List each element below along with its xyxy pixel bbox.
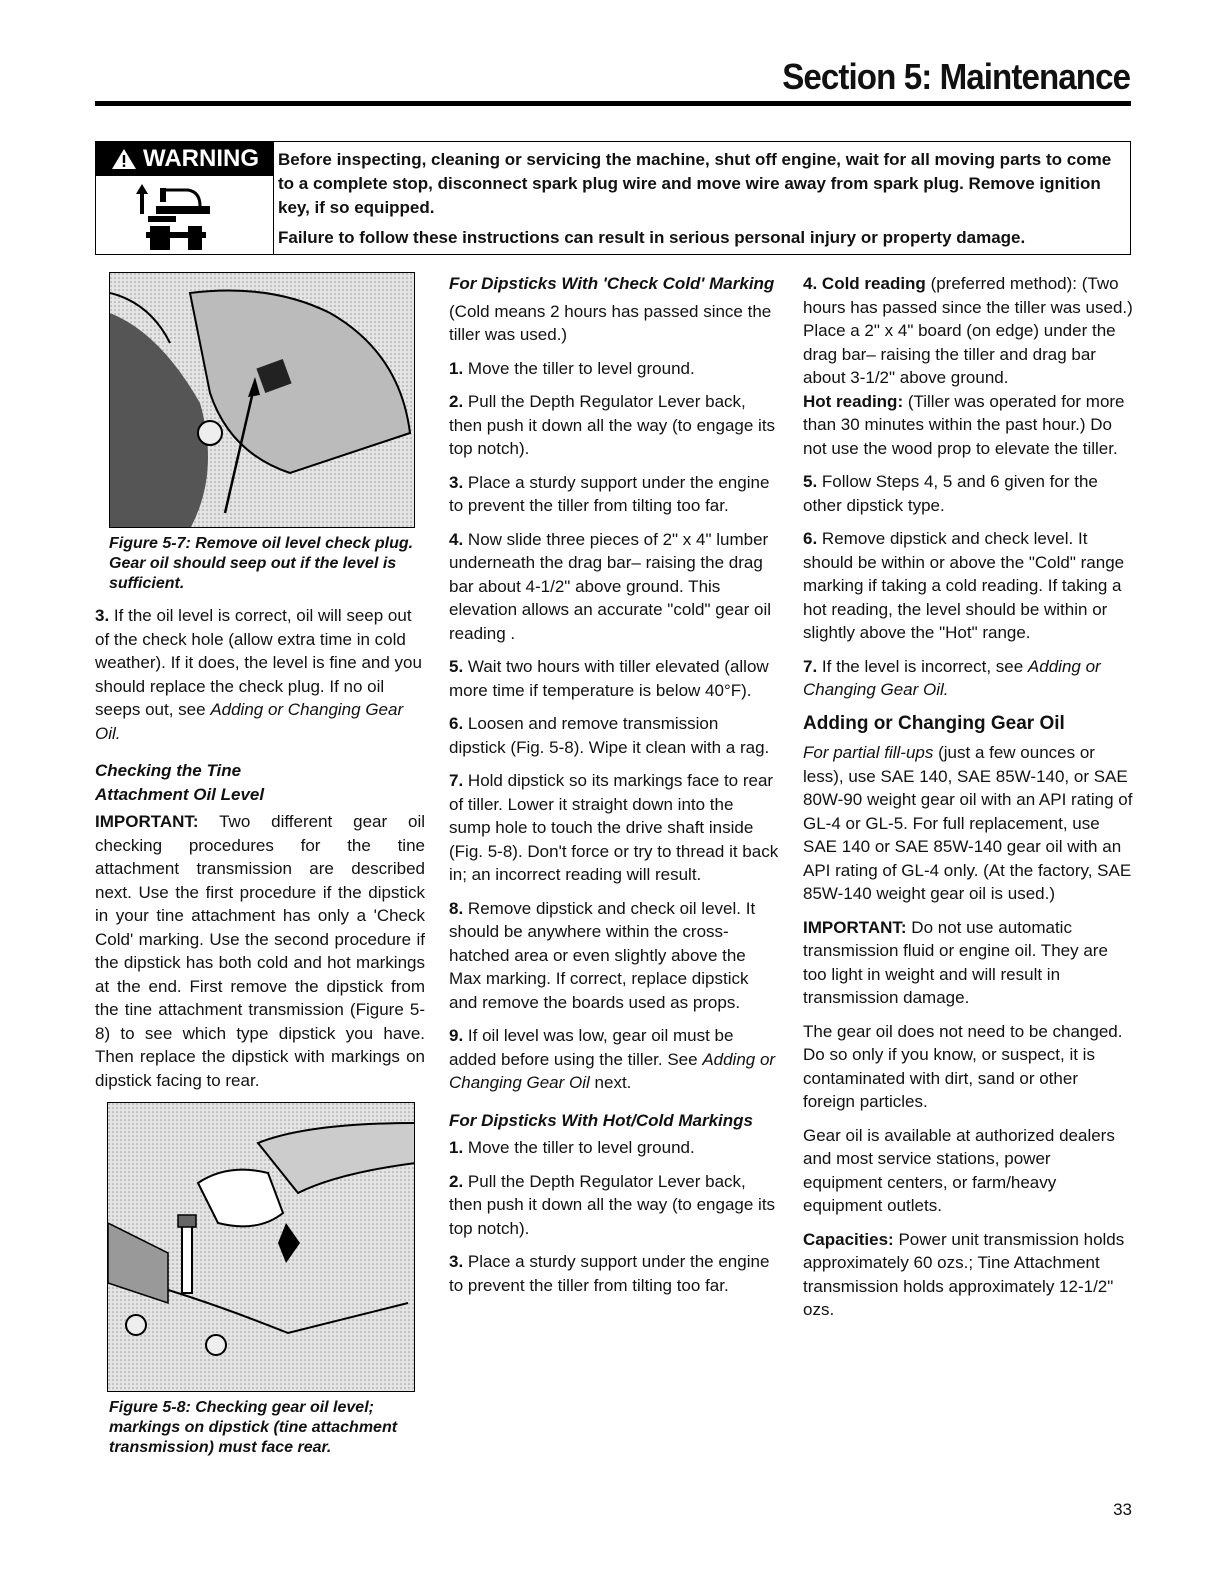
disconnect-spark-plug-icon (96, 176, 272, 252)
figure-5-7-caption: Figure 5-7: Remove oil level check plug. Gear oil should seep out if the level is sufficient. (109, 535, 414, 592)
warning-badge (96, 142, 274, 176)
cold-step-9-ref: Adding or Changing Gear Oil (449, 1049, 776, 1092)
hot-reading-text: (Tiller was operated for more than 30 minutes within the past hour.) Do not use the wood prop to elevate the tiller. (803, 391, 1125, 458)
cold-step-7 (449, 769, 779, 887)
oil-availability-paragraph: Gear oil is available at authorized dealers and most service stations, power equipment centers, or farm/heavy equipment outlets. (803, 1125, 1115, 1215)
col1-important (95, 810, 425, 1092)
col3-step-6-num: 6. (803, 529, 818, 548)
cold-step-8 (449, 897, 779, 1015)
col3-step-6 (803, 527, 1133, 645)
cold-step-2 (449, 390, 779, 461)
cold-marking-heading: For Dipsticks With 'Check Cold' Marking (449, 274, 775, 293)
col3-step-7-text: If the level is incorrect, see (821, 656, 1024, 676)
col3-important-text: Do not use automatic transmission fluid or engine oil. They are too light in weight and will result in transmission damage. (803, 917, 1108, 1007)
hot-cold-heading: For Dipsticks With Hot/Cold Markings (449, 1110, 753, 1130)
cold-step-1-text: Move the tiller to level ground. (467, 358, 695, 378)
cold-step-9-tail: next. (594, 1073, 632, 1092)
hot-step-1-text: Move the tiller to level ground. (467, 1138, 695, 1157)
cold-step-4-text: Now slide three pieces of 2" x 4" lumber underneath the drag bar– raising the drag bar about 4-1/2" above ground. This elevation allows an accurate "cold" gear oil reading . (449, 529, 772, 643)
hot-step-1 (449, 1136, 779, 1160)
header-rule (95, 101, 1131, 106)
dipstick-check-illustration (108, 1103, 415, 1392)
cold-step-4-num: 4. (449, 529, 464, 549)
cold-intro: (Cold means 2 hours has passed since the tiller was used.) (449, 301, 772, 344)
column-2 (449, 272, 779, 1307)
partial-fill-label: For partial fill-ups (803, 743, 934, 762)
col3-step-4-num: 4. (803, 274, 818, 293)
hot-step-2 (449, 1170, 779, 1241)
cold-step-7-num: 7. (449, 771, 464, 790)
col3-step-7-num: 7. (803, 656, 818, 676)
tine-oil-heading (95, 759, 425, 806)
oil-check-plug-illustration (110, 273, 415, 528)
cold-step-9-text: If oil level was low, gear oil must be added before using the tiller. See (449, 1026, 734, 1069)
col3-important-label: IMPORTANT: (803, 917, 907, 937)
col1-important-label: IMPORTANT: (95, 812, 199, 831)
adding-gear-oil-heading: Adding or Changing Gear Oil (803, 712, 1065, 734)
col1-step-3-num: 3. (95, 606, 110, 625)
col3-step-7 (803, 655, 1133, 702)
cold-step-5-text: Wait two hours with tiller elevated (allow more time if temperature is below 40°F). (449, 657, 769, 700)
col1-step-3 (95, 604, 425, 745)
cold-step-3 (449, 471, 779, 518)
hot-step-3-text: Place a sturdy support under the engine to prevent the tiller from tilting too far. (449, 1252, 770, 1295)
warning-text (278, 148, 1120, 250)
tine-oil-heading-line-1: Checking the Tine (95, 761, 242, 780)
figure-5-8-image (107, 1102, 415, 1392)
tine-oil-heading-line-2: Attachment Oil Level (95, 784, 265, 804)
cold-step-7-text: Hold dipstick so its markings face to rear of tiller. Lower it straight down into the sump hole to touch the drive shaft inside (Fig. 5-8). Don't force or try to thread it back in; an incorrect reading will result. (449, 771, 779, 884)
cold-step-9 (449, 1024, 779, 1095)
warning-text-2: Failure to follow these instructions can result in serious personal injury or property damage. (278, 228, 1026, 247)
cold-reading-label: Cold reading (821, 274, 926, 293)
partial-fill-text: (just a few ounces or less), use SAE 140, SAE 85W-140, or SAE 80W-90 weight gear oil with an API rating of GL-4 or GL-5. For full replacement, use SAE 140 or SAE 85W-140 gear oil with an API rating of GL-4 only. (At the factory, SAE 85W-140 weight gear oil is used.) (803, 743, 1133, 903)
col3-step-4 (803, 272, 1133, 460)
cold-step-9-num: 9. (449, 1026, 464, 1045)
partial-fill-paragraph (803, 741, 1133, 906)
cold-step-1-num: 1. (449, 358, 464, 378)
cold-step-8-num: 8. (449, 898, 464, 918)
col3-step-5-text: Follow Steps 4, 5 and 6 given for the other dipstick type. (803, 472, 1098, 515)
hot-step-2-num: 2. (449, 1171, 464, 1191)
cold-step-1 (449, 357, 779, 381)
figure-5-7-image (109, 272, 415, 528)
warning-triangle-icon (111, 148, 137, 170)
hot-step-3 (449, 1250, 779, 1297)
capacities-label: Capacities: (803, 1229, 894, 1249)
hot-step-3-num: 3. (449, 1252, 464, 1271)
col3-step-6-text: Remove dipstick and check level. It should be within or above the "Cold" range marking if taking a cold reading. If taking a hot reading, the level should be within or slightly above the "Hot" range. (803, 529, 1125, 642)
cold-step-2-text: Pull the Depth Regulator Lever back, then push it down all the way (to engage its top notch). (449, 392, 776, 458)
cold-step-3-text: Place a sturdy support under the engine to prevent the tiller from tilting too far. (449, 472, 770, 515)
cold-step-6-num: 6. (449, 714, 464, 733)
cold-step-6-text: Loosen and remove transmission dipstick (Fig. 5-8). Wipe it clean with a rag. (449, 714, 770, 757)
capacities-paragraph (803, 1228, 1133, 1322)
col3-step-4-text: (preferred method): (Two hours has passed since the tiller was used.) Place a 2" x 4" board (on edge) under the drag bar– raising the tiller and drag bar about 3-1/2" above ground. (803, 274, 1133, 387)
col3-step-5 (803, 470, 1133, 517)
cold-step-3-num: 3. (449, 472, 464, 492)
warning-label: WARNING (143, 145, 259, 172)
column-3 (803, 272, 1133, 1332)
cold-step-5 (449, 655, 779, 702)
oil-change-paragraph: The gear oil does not need to be changed. Do so only if you know, or suspect, it is contaminated with dirt, sand or other foreign particles. (803, 1021, 1123, 1111)
col3-step-5-num: 5. (803, 472, 818, 491)
capacities-text: Power unit transmission holds approximately 60 ozs.; Tine Attachment transmission holds approximately 12-1/2" ozs. (803, 1229, 1125, 1319)
hot-step-2-text: Pull the Depth Regulator Lever back, then push it down all the way (to engage its top notch). (449, 1171, 776, 1238)
page-title: Section 5: Maintenance (782, 56, 1130, 97)
warning-box (95, 141, 1131, 255)
cold-step-5-num: 5. (449, 657, 464, 676)
col1-step-3-text: If the oil level is correct, oil will seep out of the check hole (allow extra time in cold weather). If it does, the level is fine and you should replace the check plug. If no oil seeps out, see (95, 606, 422, 719)
cold-step-4 (449, 528, 779, 646)
cold-step-2-num: 2. (449, 392, 464, 411)
cold-step-8-text: Remove dipstick and check oil level. It should be anywhere within the cross-hatched area or even slightly above the Max marking. If correct, replace dipstick and remove the boards used as props. (449, 898, 756, 1012)
figure-5-8-caption: Figure 5-8: Checking gear oil level; markings on dipstick (tine attachment transmission) must face rear. (109, 1399, 398, 1456)
col1-step-3-ref: Adding or Changing Gear Oil. (95, 700, 404, 743)
page-number: 33 (1113, 1500, 1132, 1519)
cold-step-6 (449, 712, 779, 759)
warning-icon-box (96, 176, 274, 254)
col1-important-text: Two different gear oil checking procedures for the tine attachment transmission are described next. Use the first procedure if the dipstick in your tine attachment has only a 'Check Cold' marking. Use the second procedure if the dipstick has both cold and hot markings at the end. First remove the dipstick from the tine attachment transmission (Figure 5-8) to see which type dipstick you have. Then replace the dipstick with markings on dipstick facing to rear. (95, 812, 425, 1090)
column-1 (95, 272, 425, 1468)
hot-reading-label: Hot reading: (803, 391, 904, 411)
hot-step-1-num: 1. (449, 1138, 464, 1157)
warning-text-1: Before inspecting, cleaning or servicing the machine, shut off engine, wait for all moving parts to come to a complete stop, disconnect spark plug wire and move wire away from spark plug. Remove ignition key, if so equipped. (278, 150, 1112, 217)
col3-important (803, 916, 1133, 1010)
col3-step-7-ref: Adding or Changing Gear Oil. (803, 656, 1101, 699)
